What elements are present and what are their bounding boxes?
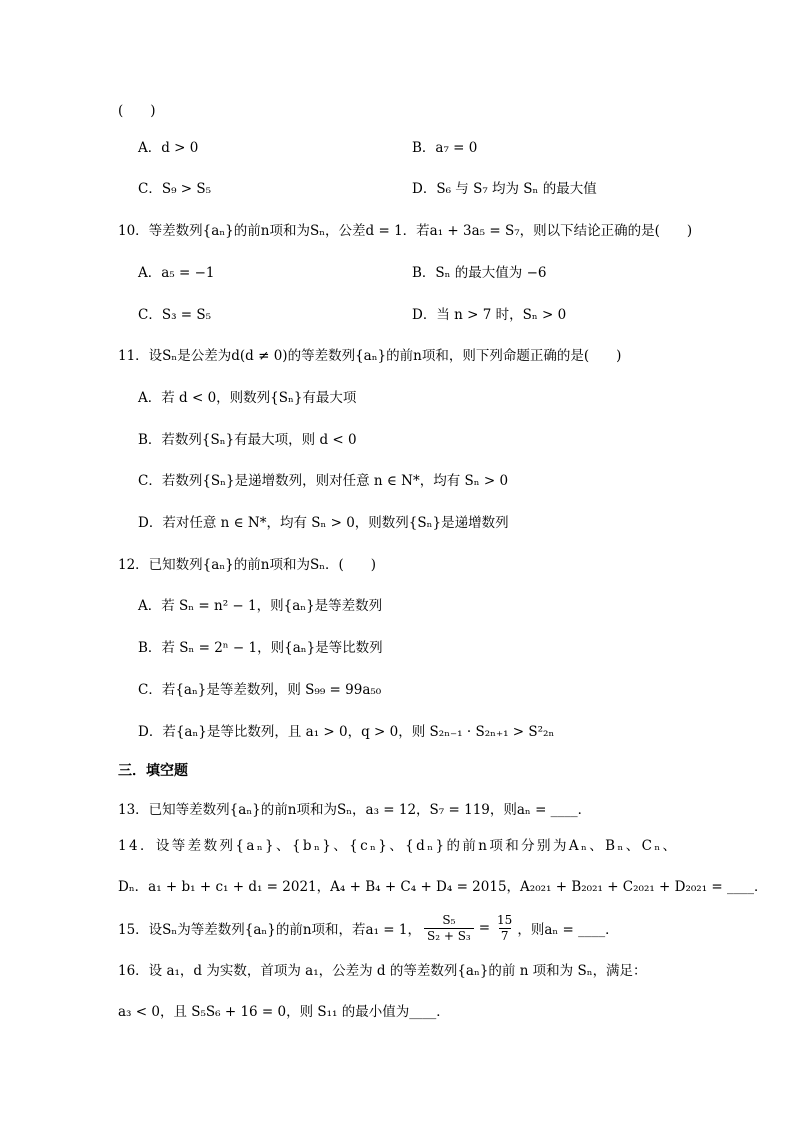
q15-rhs-den: 7 — [500, 928, 509, 943]
q12-option-c: C．若{aₙ}是等差数列，则 S₉₉ = 99a₅₀ — [138, 682, 382, 698]
q9-option-b: B．a₇ = 0 — [412, 140, 478, 156]
q11-option-d: D．若对任意 n ∈ N*，均有 Sₙ > 0，则数列{Sₙ}是递增数列 — [138, 515, 509, 531]
q12-stem: 12．已知数列{aₙ}的前n项和为Sₙ．( ) — [118, 557, 377, 573]
q10-option-c: C．S₃ = S₅ — [138, 307, 212, 323]
q15-fraction — [424, 913, 474, 944]
fragment-top: ( ) — [118, 103, 156, 119]
q11-option-a: A．若 d < 0，则数列{Sₙ}有最大项 — [138, 390, 357, 406]
q12-option-d: D．若{aₙ}是等比数列，且 a₁ > 0，q > 0，则 S₂ₙ₋₁ · S₂ₙ₊₁ > S²₂ₙ — [138, 724, 555, 740]
q12-option-b: B．若 Sₙ = 2ⁿ − 1，则{aₙ}是等比数列 — [138, 640, 383, 656]
q13: 13．已知等差数列{aₙ}的前n项和为Sₙ，a₃ = 12，S₇ = 119，则aₙ = ____． — [118, 802, 592, 818]
q15-frac-den: S₂ + S₃ — [424, 928, 474, 944]
q9-option-c: C．S₉ > S₅ — [138, 181, 212, 197]
q12-option-a: A．若 Sₙ = n² − 1，则{aₙ}是等差数列 — [138, 598, 383, 614]
q11-option-c: C．若数列{Sₙ}是递增数列，则对任意 n ∈ N*，均有 Sₙ > 0 — [138, 473, 509, 489]
q11-option-b: B．若数列{Sₙ}有最大项，则 d < 0 — [138, 432, 357, 448]
q10-stem: 10．等差数列{aₙ}的前n项和为Sₙ，公差d = 1．若a₁ + 3a₅ = S₇，则以下结论正确的是( ) — [118, 223, 693, 239]
q15-eq: = — [478, 920, 491, 936]
section-title: 三．填空题 — [118, 763, 188, 779]
q14-line2: Dₙ．a₁ + b₁ + c₁ + d₁ = 2021，A₄ + B₄ + C₄ + D₄ = 2015，A₂₀₂₁ + B₂₀₂₁ + C₂₀₂₁ + D₂₀₂₁ = ____． — [118, 879, 768, 895]
q10-option-a: A．a₅ = −1 — [138, 265, 215, 281]
q14-line1: 14．设等差数列{aₙ}、{bₙ}、{cₙ}、{dₙ}的前n项和分别为Aₙ、Bₙ、Cₙ、 — [118, 838, 679, 854]
q11-stem: 11．设Sₙ是公差为d(d ≠ 0)的等差数列{aₙ}的前n项和，则下列命题正确的是( ) — [118, 348, 622, 364]
q15-rhs-num: 15 — [497, 912, 513, 927]
q9-option-d: D．S₆ 与 S₇ 均为 Sₙ 的最大值 — [412, 181, 597, 197]
q15-rhs-fraction — [495, 913, 514, 944]
q16-line1: 16．设 a₁，d 为实数，首项为 a₁，公差为 d 的等差数列{aₙ}的前 n 项和为 Sₙ，满足： — [118, 963, 647, 979]
q15-prefix: 15．设Sₙ为等差数列{aₙ}的前n项和，若a₁ = 1， — [118, 922, 421, 938]
q10-option-d: D．当 n > 7 时，Sₙ > 0 — [412, 307, 567, 323]
q15 — [118, 908, 619, 948]
q15-frac-num: S₅ — [442, 912, 456, 927]
q9-option-a: A．d > 0 — [138, 140, 199, 156]
q10-option-b: B．Sₙ 的最大值为 −6 — [412, 265, 547, 281]
q16-line2: a₃ < 0，且 S₅S₆ + 16 = 0，则 S₁₁ 的最小值为____． — [118, 1004, 450, 1020]
q15-suffix: ，则aₙ = ____． — [517, 922, 619, 938]
